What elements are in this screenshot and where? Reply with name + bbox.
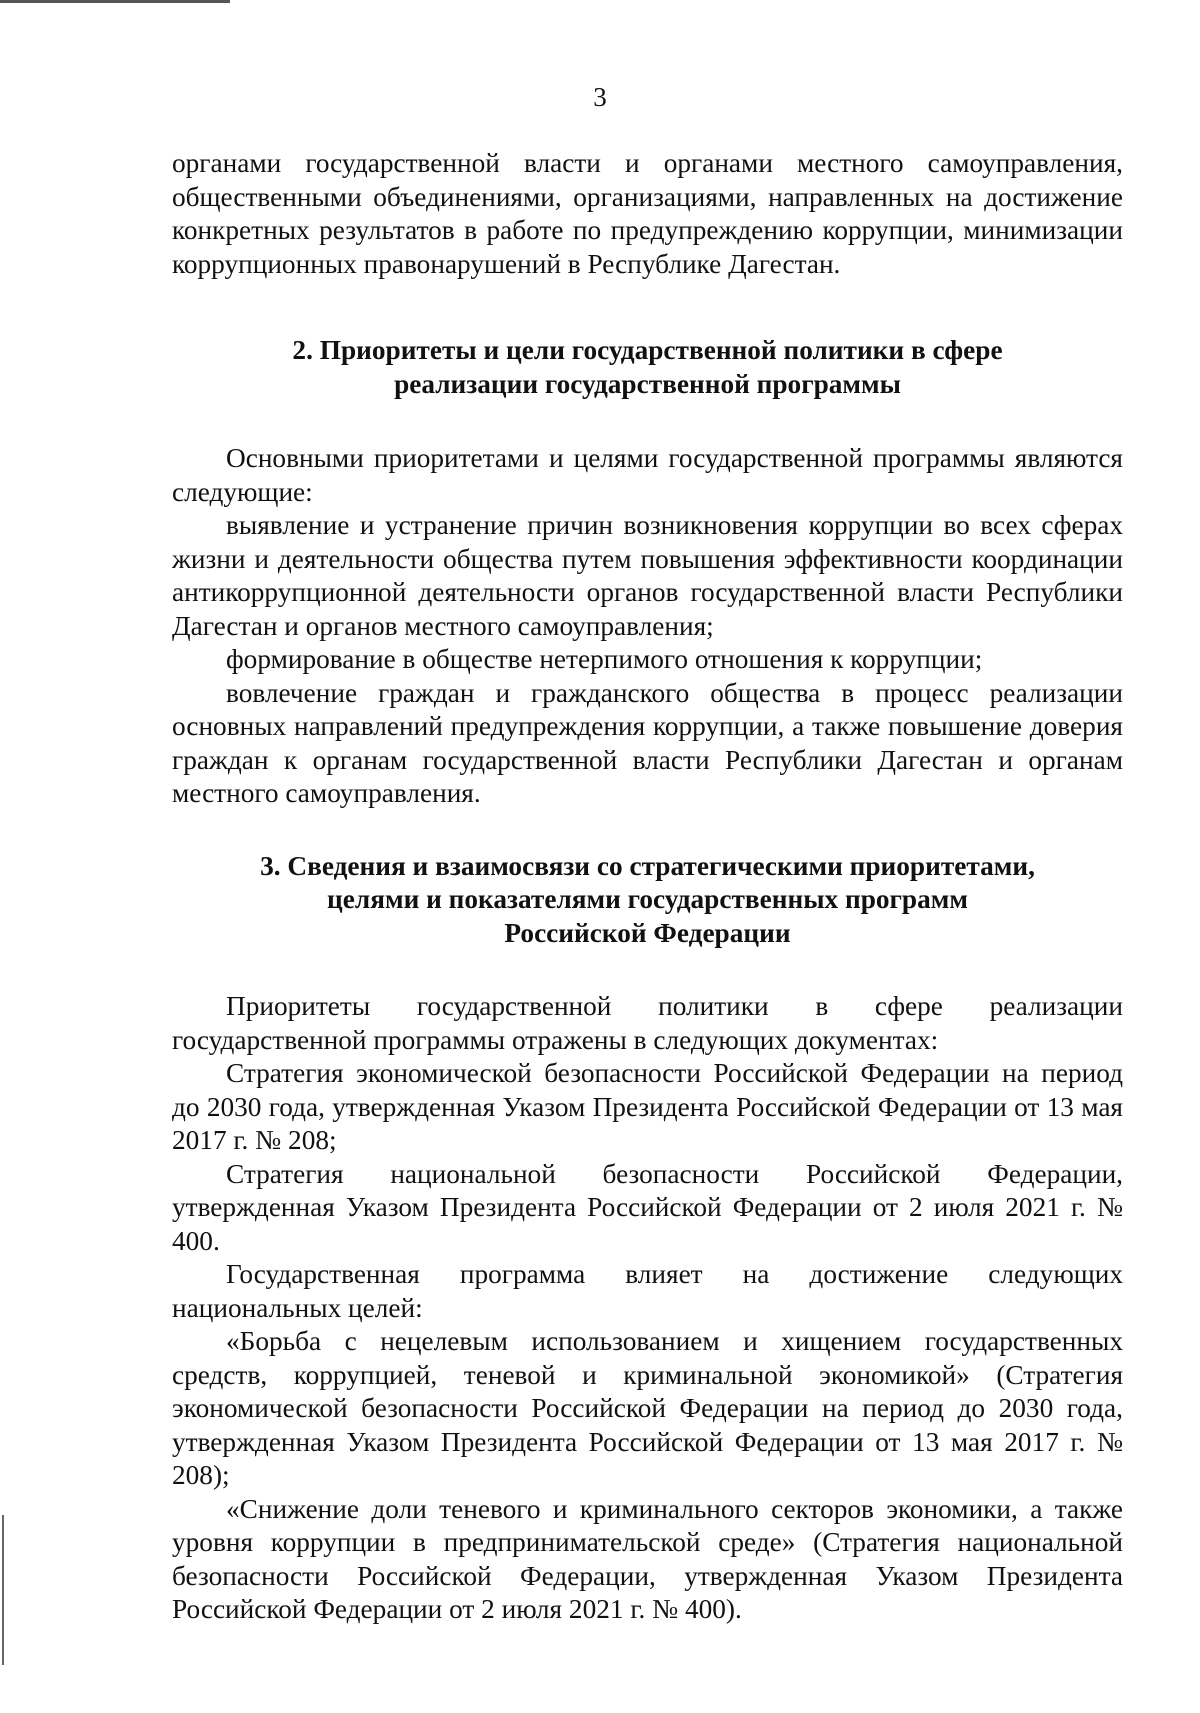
section-3-paragraph: «Борьба с нецелевым использованием и хищением государственных средств, коррупцией, теневой и криминальной экономикой» (Стратегия экономической безопасности Российской Федерации на период до 2030 года, утвержденная Указом Президента Российской Федерации от 13 мая 2017 г. № 208); [172,1326,1123,1490]
document-body [172,147,1123,1627]
scan-artifact-left-line [2,1515,4,1665]
section-2-paragraph: Основными приоритетами и целями государственной программы являются следующие: [172,443,1123,507]
page-number: 3 [593,82,607,112]
section-2-paragraph: выявление и устранение причин возникновения коррупции во всех сферах жизни и деятельности общества путем повышения эффективности координации антикоррупционной деятельности органов государственной власти Республики Дагестан и органов местного самоуправления; [172,510,1123,641]
section-3-paragraph: Государственная программа влияет на достижение следующих национальных целей: [172,1259,1123,1323]
section-3-heading-line-1: 3. Сведения и взаимосвязи со стратегическими приоритетами, [260,850,1035,881]
section-2-heading-line-1: 2. Приоритеты и цели государственной политики в сфере [292,335,1003,365]
scan-artifact-top-line [0,0,230,3]
section-3-paragraph: «Снижение доли теневого и криминального секторов экономики, а также уровня коррупции в предпринимательской среде» (Стратегия национальной безопасности Российской Федерации, утвержденная Указом Президента Российской Федерации от 2 июля 2021 г. № 400). [172,1493,1123,1624]
section-3-paragraph: Приоритеты государственной политики в сфере реализации государственной программы отражены в следующих документах: [172,991,1123,1055]
section-2-paragraph: формирование в обществе нетерпимого отношения к коррупции; [226,644,983,674]
section-2-heading [172,334,1123,401]
section-3-heading-line-3: Российской Федерации [504,917,791,948]
section-3-paragraph: Стратегия национальной безопасности Российской Федерации, утвержденная Указом Президента Российской Федерации от 2 июля 2021 г. № 400. [172,1158,1123,1256]
section-2-paragraph: вовлечение граждан и гражданского общества в процесс реализации основных направлений предупреждения коррупции, а также повышение доверия граждан к органам государственной власти Республики Дагестан и органам местного самоуправления. [172,677,1123,808]
section-3-heading [172,850,1123,951]
section-2-heading-line-2: реализации государственной программы [394,368,901,399]
intro-paragraph: органами государственной власти и органами местного самоуправления, общественными объединениями, организациями, направленных на достижение конкретных результатов в работе по предупреждению коррупции, минимизации коррупционных правонарушений в Республике Дагестан. [172,148,1123,279]
section-3-paragraph: Стратегия экономической безопасности Российской Федерации на период до 2030 года, утвержденная Указом Президента Российской Федерации от 13 мая 2017 г. № 208; [172,1058,1123,1155]
section-3-heading-line-2: целями и показателями государственных программ [327,884,968,914]
